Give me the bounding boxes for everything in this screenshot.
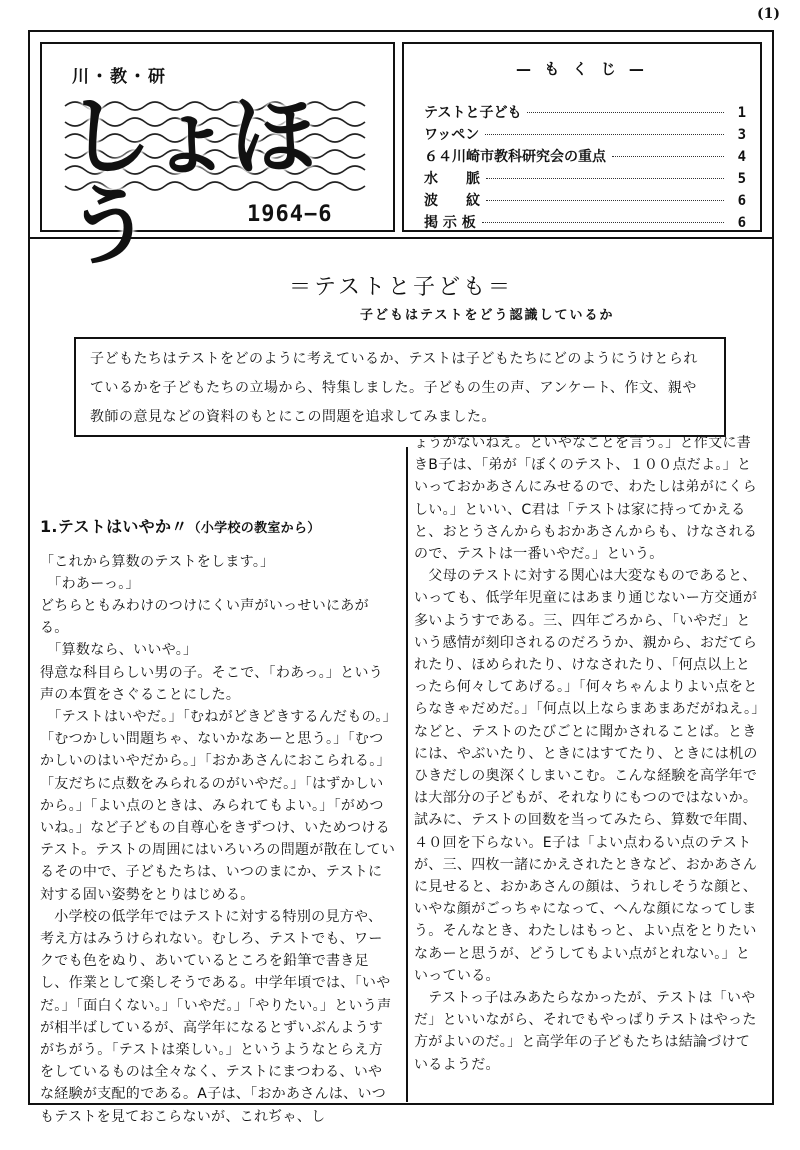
toc-item-page: 4 [737, 149, 746, 165]
toc-item[interactable] [424, 146, 746, 168]
toc-leader [486, 178, 724, 179]
page-frame [28, 30, 774, 1125]
toc-leader [486, 200, 724, 201]
toc-leader [485, 134, 724, 135]
article-column-right: ょうがないねえ。といやなことを言う。」と作文に書きB子は、「弟が「ぼくのテスト、１００点だよ。」といっておかあさんにみせるので、わたしは弟がにくらしい。」といい、C君は「テストは家に持ってかえると、おとうさんからもおかあさんからも、けなされるので、テストは一番いやだ。」という。 父母のテストに対する関心は大変なものであると、いっても、低学年児童にはあまり通じないー方交通が多いようすである。三、四年ごろから、「いやだ」という感情が刻印されるのだろうか、親から、おだてられたり、ほめられたり、けなされたり、「何点以上とったら何々してあげる。」「何々ちゃんよりよい点をとらなきゃだめだ。」「何点以上ならまあまあだがねえ。」などと、テストのたびごとに聞かされることば。ときには、やぶいたり、ときにはすてたり、ときには机のひきだしの奥深くしまいこむ。こんな経験を高学年では大部分の子どもが、それなりにもつのではないか。試みに、テストの回数を当ってみたら、算数で年間、４０回を下らない。E子は「よい点わるい点のテストが、三、四枚一諸にかえされたときなど、おかあさんに見せると、おかあさんの顔は、うれしそうな顔と、いやな顔がごっちゃになって、へんな顔になってしまう。そんなとき、わたしはもっと、よい点をとりたいなあーと思うが、どうしてもよい点がとれない。」といっている。 テストっ子はみあたらなかったが、テストは「いやだ」といいながら、それでもやっぱりテストはやった方がよいのだ。」と高学年の子どもたちは結論づけているようだ。 [414, 435, 759, 1073]
toc-item[interactable] [424, 212, 746, 234]
toc-item-label: ワッペン [424, 127, 480, 143]
toc-item[interactable] [424, 124, 746, 146]
toc-item-page: 3 [737, 127, 746, 143]
toc-leader [527, 112, 724, 113]
article-subtitle: 子どもはテストをどう認識しているか [360, 308, 615, 323]
toc-item-label: テストと子ども [424, 105, 522, 121]
masthead-org: 川・教・研 [72, 67, 167, 87]
toc-item-page: 5 [737, 171, 746, 187]
article-lead: 子どもたちはテストをどのように考えているか、テストは子どもたちにどのようにうけとられているかを子どもたちの立場から、特集しました。子どもの生の声、アンケート、作文、親や教師の意見などの資料のもとにこの問題を追求してみました。 [74, 337, 726, 437]
masthead-title: しょほう [66, 86, 312, 277]
toc-leader [482, 222, 724, 223]
toc-item-label: 掲 示 板 [424, 215, 476, 231]
toc-item[interactable] [424, 190, 746, 212]
masthead-date: 1964−6 [247, 202, 333, 227]
header-divider [30, 237, 772, 239]
page-number: (1) [757, 6, 780, 22]
toc-item-page: 6 [737, 215, 746, 231]
toc-leader [612, 156, 724, 157]
toc-item[interactable] [424, 102, 746, 124]
toc-item[interactable] [424, 168, 746, 190]
table-of-contents [402, 42, 762, 232]
toc-item-page: 6 [737, 193, 746, 209]
section-title-text: 1.テストはいやか〃 [40, 517, 188, 537]
toc-item-page: 1 [737, 105, 746, 121]
column-divider [406, 447, 408, 1102]
toc-heading: — も く じ — [516, 60, 648, 78]
section-note: （小学校の教室から） [187, 521, 321, 537]
toc-item-label: 波 紋 [424, 193, 480, 209]
article-title: ＝テストと子ども＝ [288, 275, 514, 300]
masthead [40, 42, 395, 277]
section-title [40, 516, 396, 540]
toc-item-label: 水 脈 [424, 171, 480, 187]
toc-item-label: ６４川崎市教科研究会の重点 [424, 149, 606, 165]
article-column-left [40, 472, 396, 1150]
left-column-text: 「これから算数のテストをします。」 「わあーっ。」 どちらともみわけのつけにくい声がいっせいにあがる。 「算数なら、いいや。」 得意な科目らしい男の子。そこで、「わあっ。」という声の本質をさぐることにした。 「テストはいやだ。」「むねがどきどきするんだもの。」「むつかしい問題ちゃ、ないかなあーと思う。」「むつかしいのはいやだから。」「おかあさんにおこられる。」「友だちに点数をみられるのがいやだ。」「はずかしいから。」「よい点のときは、みられてもよい。」「がめついね。」など子どもの自尊心をきずつけ、いためつけるテスト。テストの周囲にはいろいろの問題が散在しているその中で、子どもたちは、いつのまにか、テストに対する固い姿勢をとりはじめる。 小学校の低学年ではテストに対する特別の見方や、考え方はみうけられない。むしろ、テストでも、ワークでも色をぬり、あいているところを鉛筆で書き足し、作業として楽しそうである。中学年頃では、「いやだ。」「面白くない。」「いやだ。」「やりたい。」という声が相半ばしているが、高学年になるとずいぶんようすがちがう。「テストは楽しい。」というようなとらえ方をしているものは全々なく、テストにまつわる、いやな経験が支配的である。A子は、「おかあさんは、いつもテストを見ておこらないが、これぢゃ、し [40, 553, 396, 1125]
